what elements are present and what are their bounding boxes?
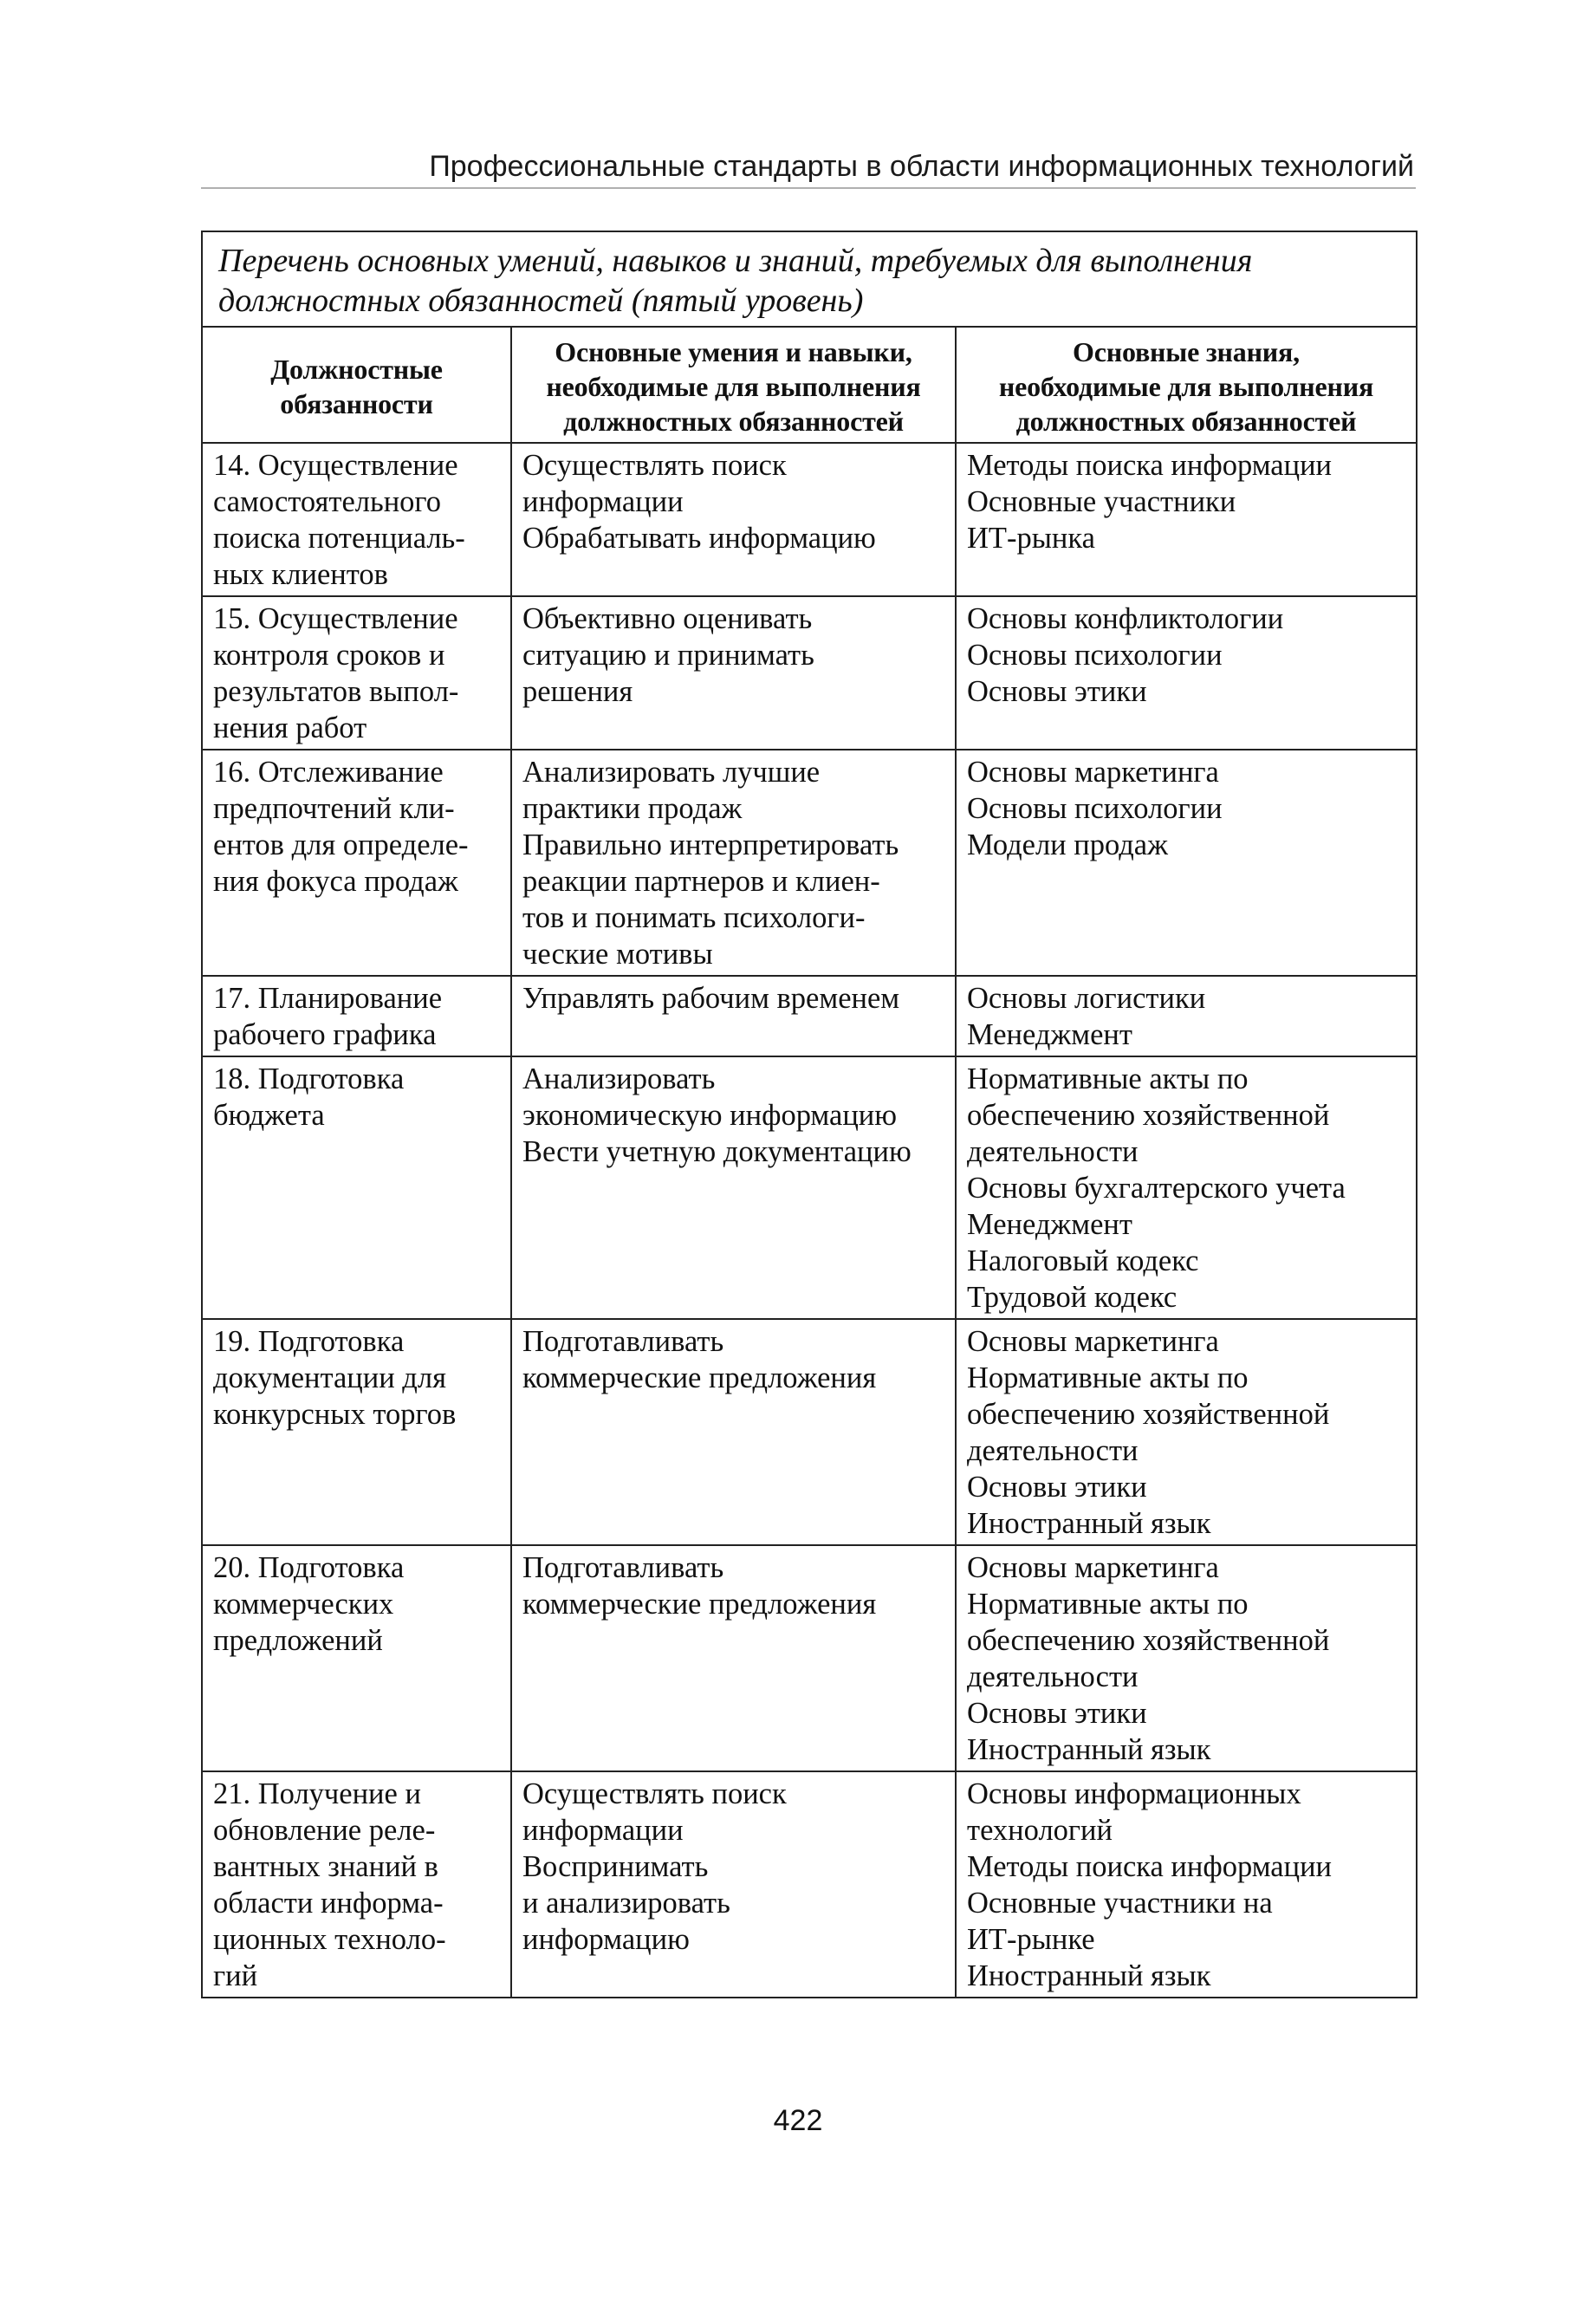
cell-line: тов и понимать психологи- bbox=[522, 901, 866, 934]
knowledge-cell bbox=[956, 750, 1417, 976]
cell-line: Анализировать bbox=[522, 1062, 716, 1095]
cell-line: Основы психологии bbox=[967, 792, 1223, 825]
skills-table bbox=[201, 231, 1418, 1998]
duty-cell bbox=[202, 1545, 511, 1771]
cell-line: Основы психологии bbox=[967, 639, 1223, 672]
cell-line: Методы поиска информации bbox=[967, 1850, 1332, 1883]
cell-line: Обрабатывать информацию bbox=[522, 522, 876, 555]
table-row bbox=[202, 1771, 1417, 1998]
knowledge-cell bbox=[956, 976, 1417, 1056]
cell-line: Воспринимать bbox=[522, 1850, 709, 1883]
cell-line: ИТ-рынке bbox=[967, 1923, 1095, 1956]
knowledge-cell bbox=[956, 443, 1417, 596]
cell-line: вантных знаний в bbox=[213, 1850, 438, 1883]
cell-line: Основные участники bbox=[967, 485, 1236, 518]
cell-line: Основы логистики bbox=[967, 982, 1206, 1015]
cell-line: коммерческие предложения bbox=[522, 1361, 877, 1394]
cell-line: предложений bbox=[213, 1624, 383, 1657]
table-caption bbox=[202, 231, 1417, 327]
duty-cell bbox=[202, 1771, 511, 1998]
cell-line: экономическую информацию bbox=[522, 1099, 898, 1132]
cell-line: обеспечению хозяйственной bbox=[967, 1398, 1330, 1431]
skills-cell bbox=[511, 750, 956, 976]
table-row bbox=[202, 1056, 1417, 1319]
cell-line: бюджета bbox=[213, 1099, 325, 1132]
cell-line: решения bbox=[522, 675, 633, 708]
cell-line: Модели продаж bbox=[967, 828, 1168, 861]
cell-line: Вести учетную документацию bbox=[522, 1135, 912, 1168]
header-line: должностных обязанностей bbox=[563, 406, 904, 437]
cell-line: Основы маркетинга bbox=[967, 1325, 1219, 1358]
cell-line: ных клиентов bbox=[213, 558, 388, 591]
cell-line: технологий bbox=[967, 1814, 1113, 1847]
cell-line: конкурсных торгов bbox=[213, 1398, 457, 1431]
header-line: Должностные bbox=[270, 354, 443, 385]
header-rule bbox=[201, 187, 1416, 189]
header-line: обязанности bbox=[280, 388, 433, 419]
cell-line: Анализировать лучшие bbox=[522, 756, 821, 789]
cell-line: 15. Осуществление bbox=[213, 602, 458, 635]
cell-line: 20. Подготовка bbox=[213, 1551, 405, 1584]
duty-cell bbox=[202, 1319, 511, 1545]
column-header-knowledge bbox=[956, 327, 1417, 443]
cell-line: Основные участники на bbox=[967, 1887, 1273, 1920]
cell-line: Менеджмент bbox=[967, 1208, 1132, 1241]
cell-line: практики продаж bbox=[522, 792, 743, 825]
table-header-row bbox=[202, 327, 1417, 443]
cell-line: Управлять рабочим временем bbox=[522, 982, 900, 1015]
cell-line: Основы этики bbox=[967, 1471, 1147, 1504]
cell-line: Подготавливать bbox=[522, 1551, 724, 1584]
cell-line: ческие мотивы bbox=[522, 938, 713, 971]
knowledge-cell bbox=[956, 1056, 1417, 1319]
cell-line: Основы маркетинга bbox=[967, 1551, 1219, 1584]
cell-line: обеспечению хозяйственной bbox=[967, 1624, 1330, 1657]
cell-line: Основы информационных bbox=[967, 1777, 1301, 1810]
cell-line: Подготавливать bbox=[522, 1325, 724, 1358]
cell-line: Нормативные акты по bbox=[967, 1361, 1249, 1394]
table-row bbox=[202, 443, 1417, 596]
cell-line: обновление реле- bbox=[213, 1814, 436, 1847]
cell-line: Иностранный язык bbox=[967, 1959, 1211, 1992]
cell-line: документации для bbox=[213, 1361, 446, 1394]
cell-line: Нормативные акты по bbox=[967, 1062, 1249, 1095]
cell-line: Осуществлять поиск bbox=[522, 1777, 787, 1810]
table-row bbox=[202, 750, 1417, 976]
cell-line: реакции партнеров и клиен- bbox=[522, 865, 880, 898]
table-row bbox=[202, 596, 1417, 750]
running-head: Профессиональные стандарты в области информационных технологий bbox=[429, 150, 1414, 183]
cell-line: 14. Осуществление bbox=[213, 449, 458, 482]
cell-line: области информа- bbox=[213, 1887, 444, 1920]
cell-line: 21. Получение и bbox=[213, 1777, 421, 1810]
knowledge-cell bbox=[956, 1319, 1417, 1545]
column-header-duties bbox=[202, 327, 511, 443]
page-number: 422 bbox=[773, 2104, 823, 2137]
cell-line: результатов выпол- bbox=[213, 675, 459, 708]
cell-line: рабочего графика bbox=[213, 1018, 437, 1051]
skills-cell bbox=[511, 596, 956, 750]
cell-line: Налоговый кодекс bbox=[967, 1244, 1199, 1277]
cell-line: 17. Планирование bbox=[213, 982, 443, 1015]
header-line: Основные знания, bbox=[1073, 336, 1300, 367]
cell-line: деятельности bbox=[967, 1135, 1139, 1168]
caption-line: должностных обязанностей (пятый уровень) bbox=[218, 283, 864, 319]
cell-line: коммерческих bbox=[213, 1588, 394, 1621]
table-row bbox=[202, 1545, 1417, 1771]
skills-cell bbox=[511, 1056, 956, 1319]
cell-line: поиска потенциаль- bbox=[213, 522, 465, 555]
knowledge-cell bbox=[956, 1771, 1417, 1998]
knowledge-cell bbox=[956, 1545, 1417, 1771]
cell-line: 16. Отслеживание bbox=[213, 756, 444, 789]
cell-line: Менеджмент bbox=[967, 1018, 1132, 1051]
cell-line: информацию bbox=[522, 1923, 690, 1956]
knowledge-cell bbox=[956, 596, 1417, 750]
skills-cell bbox=[511, 443, 956, 596]
cell-line: информации bbox=[522, 485, 684, 518]
cell-line: Объективно оценивать bbox=[522, 602, 813, 635]
skills-cell bbox=[511, 976, 956, 1056]
skills-table-body bbox=[202, 231, 1417, 1998]
cell-line: Методы поиска информации bbox=[967, 449, 1332, 482]
cell-line: Основы этики bbox=[967, 675, 1147, 708]
cell-line: Трудовой кодекс bbox=[967, 1281, 1178, 1314]
cell-line: предпочтений кли- bbox=[213, 792, 455, 825]
cell-line: самостоятельного bbox=[213, 485, 441, 518]
cell-line: Иностранный язык bbox=[967, 1733, 1211, 1766]
cell-line: обеспечению хозяйственной bbox=[967, 1099, 1330, 1132]
cell-line: информации bbox=[522, 1814, 684, 1847]
cell-line: Нормативные акты по bbox=[967, 1588, 1249, 1621]
table-row bbox=[202, 976, 1417, 1056]
cell-line: деятельности bbox=[967, 1434, 1139, 1467]
skills-cell bbox=[511, 1545, 956, 1771]
cell-line: деятельности bbox=[967, 1660, 1139, 1693]
duty-cell bbox=[202, 750, 511, 976]
table-row bbox=[202, 1319, 1417, 1545]
cell-line: ситуацию и принимать bbox=[522, 639, 814, 672]
header-line: необходимые для выполнения bbox=[546, 371, 921, 402]
cell-line: коммерческие предложения bbox=[522, 1588, 877, 1621]
cell-line: Основы этики bbox=[967, 1697, 1147, 1730]
duty-cell bbox=[202, 976, 511, 1056]
cell-line: 19. Подготовка bbox=[213, 1325, 405, 1358]
cell-line: Правильно интерпретировать bbox=[522, 828, 899, 861]
cell-line: нения работ bbox=[213, 711, 367, 744]
cell-line: ентов для определе- bbox=[213, 828, 469, 861]
header-line: должностных обязанностей bbox=[1015, 406, 1357, 437]
cell-line: гий bbox=[213, 1959, 258, 1992]
skills-cell bbox=[511, 1771, 956, 1998]
duty-cell bbox=[202, 443, 511, 596]
cell-line: Основы маркетинга bbox=[967, 756, 1219, 789]
caption-line: Перечень основных умений, навыков и знаний, требуемых для выполнения bbox=[218, 243, 1253, 279]
column-header-skills bbox=[511, 327, 956, 443]
cell-line: ния фокуса продаж bbox=[213, 865, 458, 898]
cell-line: ционных техноло- bbox=[213, 1923, 446, 1956]
cell-line: Иностранный язык bbox=[967, 1507, 1211, 1540]
cell-line: и анализировать bbox=[522, 1887, 730, 1920]
cell-line: Осуществлять поиск bbox=[522, 449, 787, 482]
cell-line: ИТ-рынка bbox=[967, 522, 1095, 555]
duty-cell bbox=[202, 596, 511, 750]
skills-cell bbox=[511, 1319, 956, 1545]
cell-line: 18. Подготовка bbox=[213, 1062, 405, 1095]
header-line: необходимые для выполнения bbox=[998, 371, 1374, 402]
cell-line: контроля сроков и bbox=[213, 639, 445, 672]
table-caption-row bbox=[202, 231, 1417, 327]
header-line: Основные умения и навыки, bbox=[555, 336, 912, 367]
duty-cell bbox=[202, 1056, 511, 1319]
cell-line: Основы бухгалтерского учета bbox=[967, 1172, 1346, 1205]
cell-line: Основы конфликтологии bbox=[967, 602, 1284, 635]
